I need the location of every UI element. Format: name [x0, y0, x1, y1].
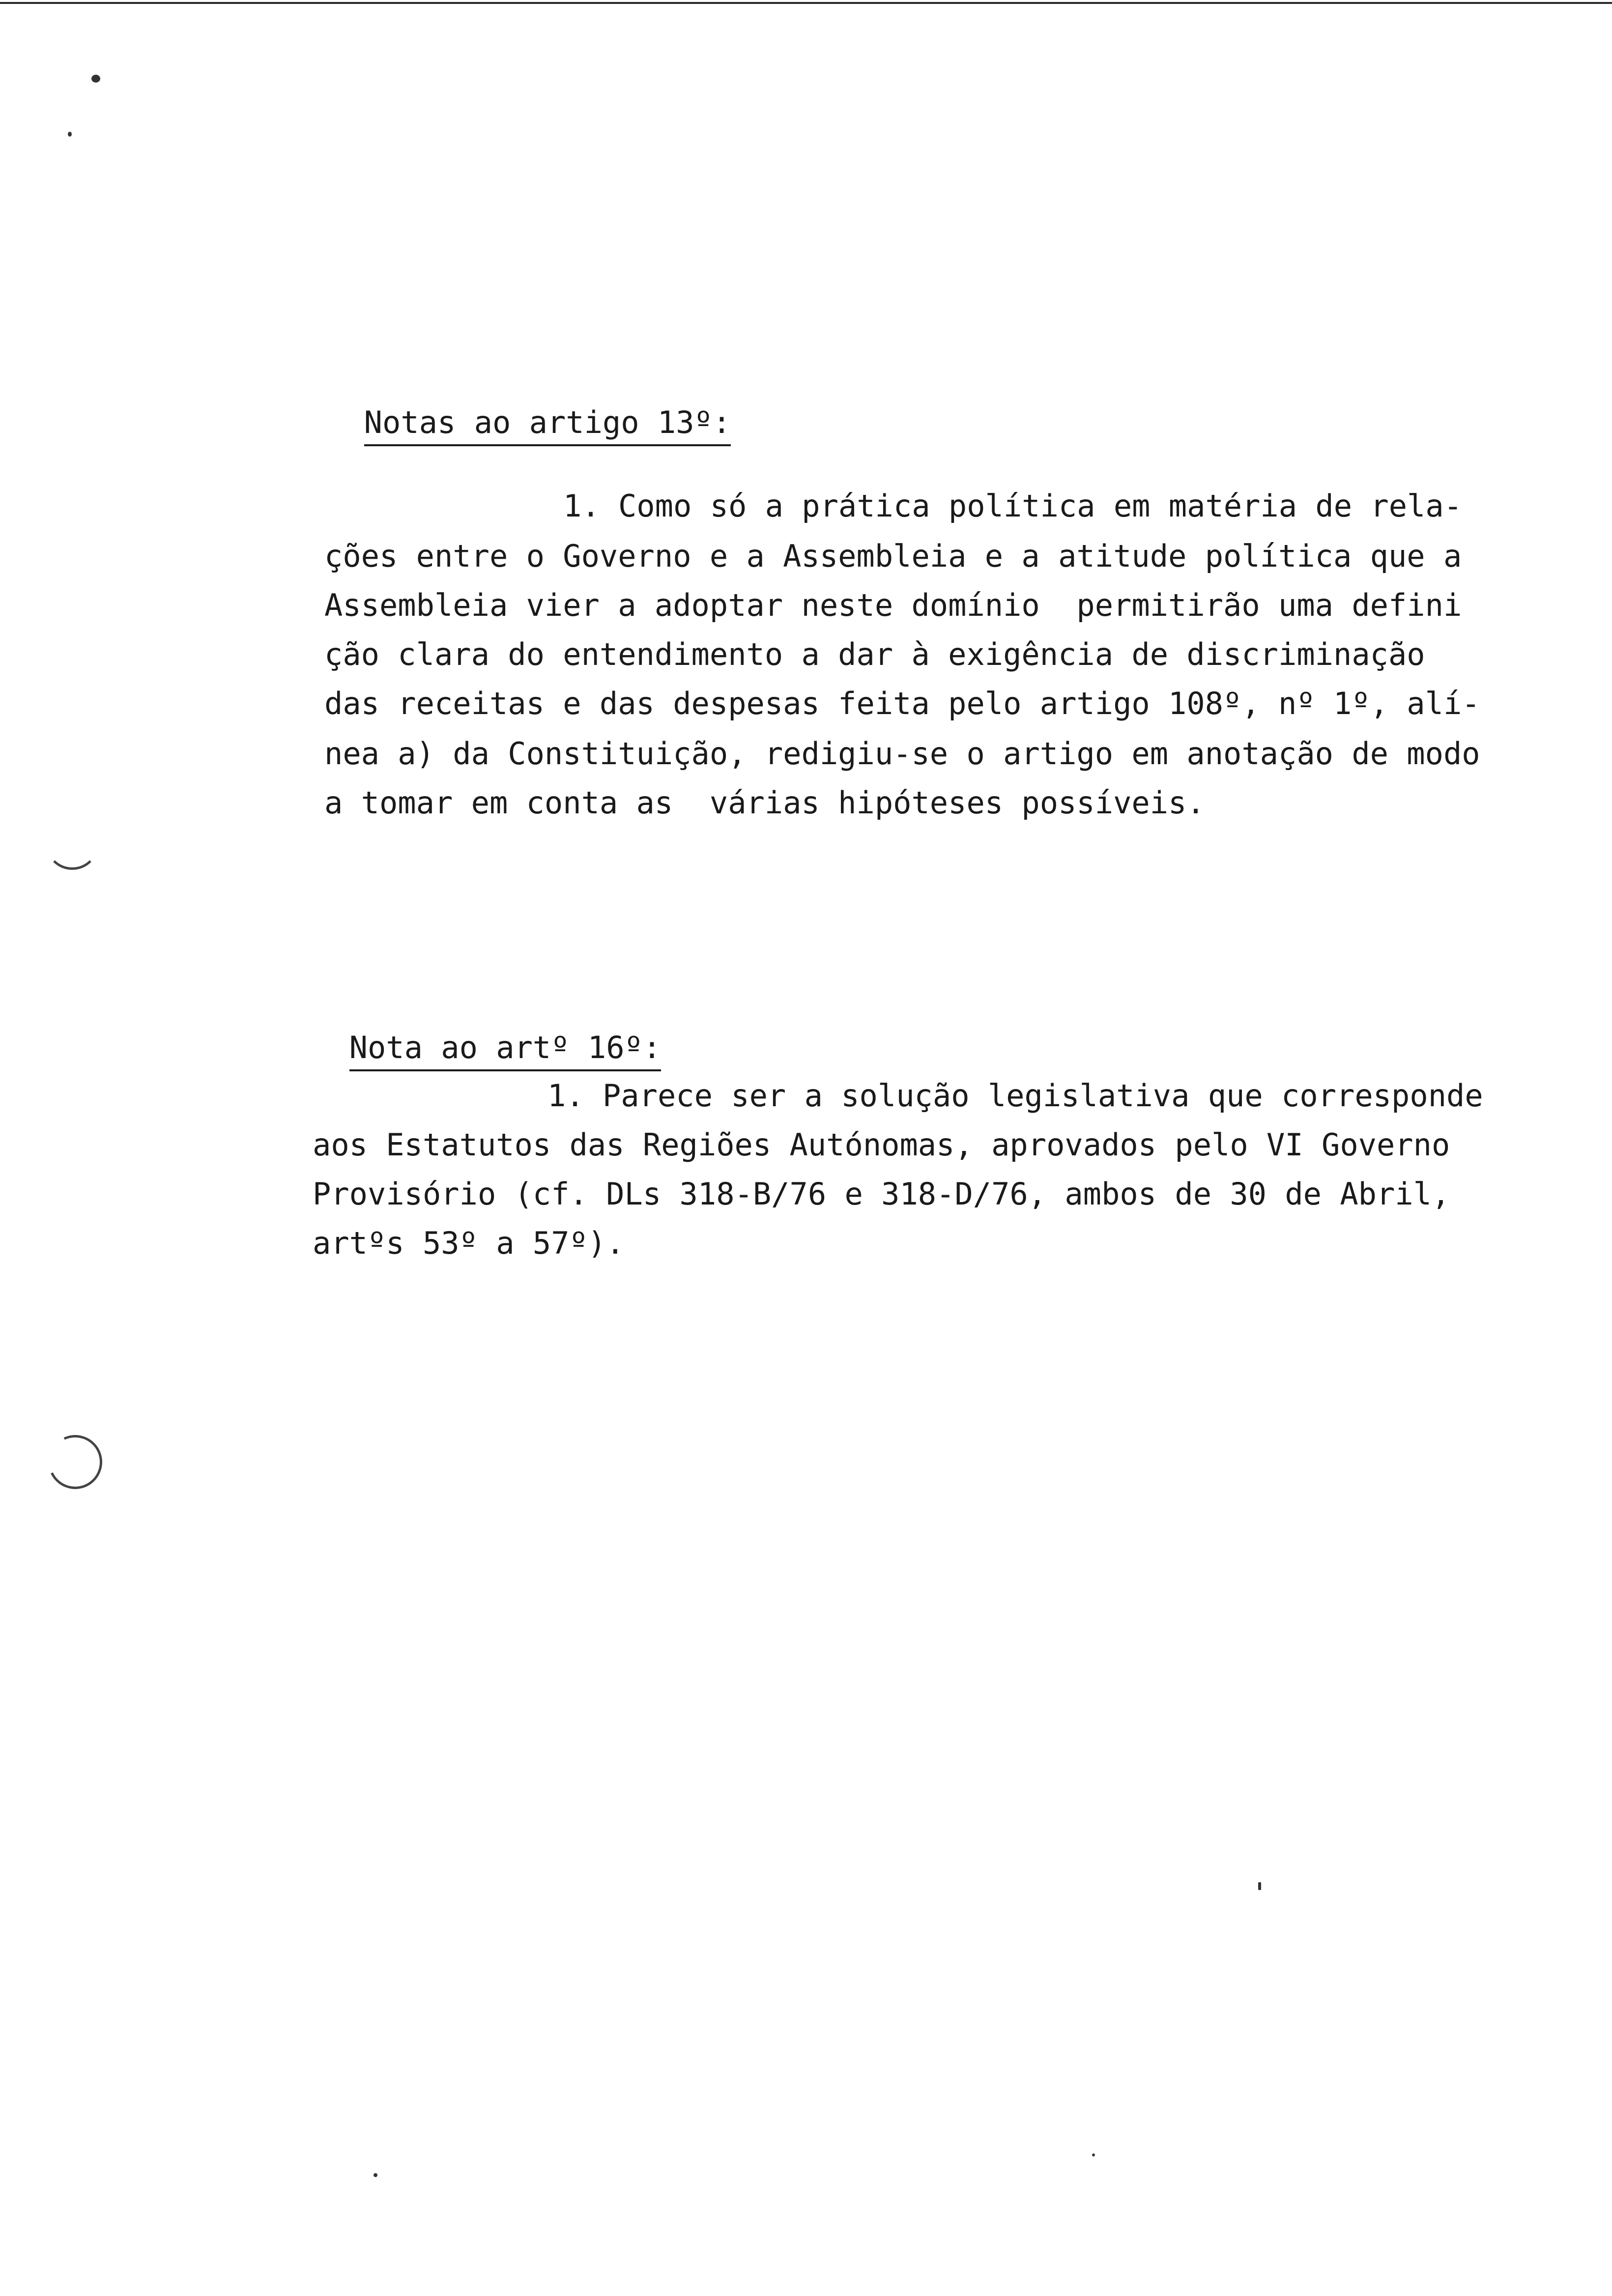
section-13-line-3: Assembleia vier a adoptar neste domínio permitirão uma defini: [324, 587, 1462, 623]
scan-speck: [91, 75, 100, 83]
section-16-heading: [313, 989, 661, 1071]
section-16-line-1: 1. Parece ser a solução legislativa que corresponde: [547, 1078, 1483, 1114]
scan-speck: [1258, 1882, 1261, 1890]
section-13-line-5: das receitas e das despesas feita pelo artigo 108º, nº 1º, alí-: [324, 686, 1480, 721]
section-13-line-6: nea a) da Constituição, redigiu-se o artigo em anotação de modo: [324, 736, 1480, 772]
section-13-line-1: 1. Como só a prática política em matéria de rela-: [563, 488, 1463, 524]
section-16-line-3: Provisório (cf. DLs 318-B/76 e 318-D/76, ambos de 30 de Abril,: [313, 1176, 1450, 1212]
section-13-heading: [327, 364, 731, 446]
page-top-rule: [0, 2, 1612, 4]
section-13-line-4: ção clara do entendimento a dar à exigência de discriminação: [324, 636, 1425, 672]
scan-speck: [374, 2173, 377, 2177]
section-13-line-2: ções entre o Governo e a Assembleia e a atitude política que a: [324, 538, 1462, 574]
section-16-line-4: artºs 53º a 57º).: [313, 1225, 625, 1261]
section-13-heading-text: Notas ao artigo 13º:: [364, 403, 731, 446]
scan-speck: [1092, 2153, 1095, 2156]
scan-stroke: [41, 1428, 110, 1497]
scan-stroke: [45, 835, 99, 870]
scan-speck: [68, 132, 72, 137]
section-13-line-7: a tomar em conta as várias hipóteses possíveis.: [324, 785, 1205, 821]
section-16-heading-text: Nota ao artº 16º:: [349, 1028, 662, 1071]
section-16-line-2: aos Estatutos das Regiões Autónomas, aprovados pelo VI Governo: [313, 1127, 1450, 1163]
